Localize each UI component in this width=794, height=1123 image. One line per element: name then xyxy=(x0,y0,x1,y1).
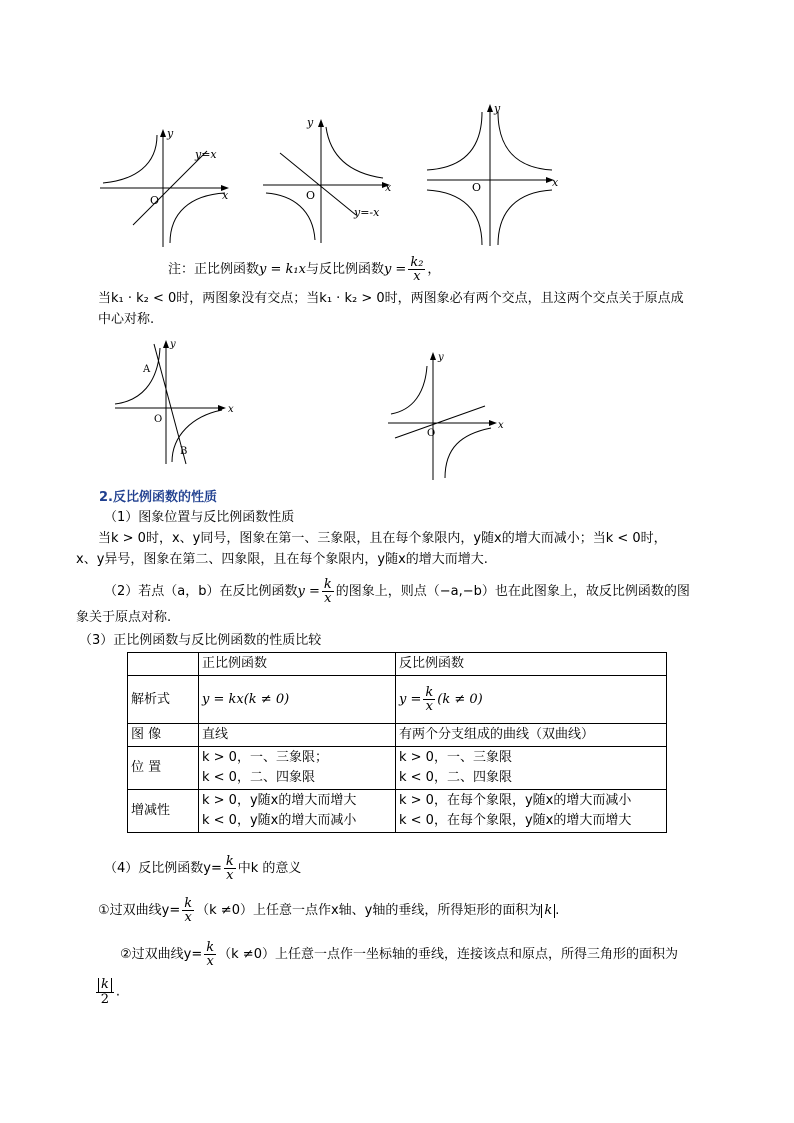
table-header-cell xyxy=(128,653,199,676)
note-prefix: 注：正比例函数 xyxy=(168,262,260,277)
y-axis-label: y xyxy=(438,352,444,363)
point-a-label: A xyxy=(143,364,151,375)
graph-positive-k-with-y-equals-x xyxy=(95,125,235,250)
s4-c2-result: $\frac{k}{2}$ . xyxy=(94,978,120,1006)
fraction: $\frac{k}{x}$ xyxy=(225,854,234,883)
x-axis-label: x xyxy=(228,404,234,415)
table-cell: k > 0，一、三象限； k < 0，二、四象限 xyxy=(199,747,396,790)
fraction: $\frac{k}{x}$ xyxy=(425,685,434,714)
table-cell: y = kx(k ≠ 0) xyxy=(199,676,396,724)
p1-line-2: x、y异号，图象在第二、四象限，且在每个象限内，y随x的增大而增大. xyxy=(76,552,488,567)
proportional-formula: y = k₁x xyxy=(259,262,306,277)
p1-title: （1）图象位置与反比例函数性质 xyxy=(104,510,295,525)
fraction: $\frac{k}{2}$ xyxy=(96,978,114,1006)
graph-negative-k-with-y-equals-minus-x xyxy=(258,115,398,250)
y-axis-label: y xyxy=(170,339,176,350)
intersection-condition xyxy=(98,288,684,309)
row-label: 增减性 xyxy=(128,790,199,833)
fraction: $\frac{k}{x}$ xyxy=(206,940,215,969)
table-cell: k > 0，y随x的增大而增大 k < 0，y随x的增大而减小 xyxy=(199,790,396,833)
line-label: y=x xyxy=(195,148,217,161)
table-cell: 有两个分支组成的曲线（双曲线） xyxy=(396,724,667,747)
point-b-label: B xyxy=(180,446,188,457)
condition-line-1: 当k₁ · k₂ < 0时，两图象没有交点；当k₁ · k₂ > 0时，两图象必有两个交点，且这两个交点关于原点成 xyxy=(98,291,684,306)
table-cell: 直线 xyxy=(199,724,396,747)
p2-line-2: 象关于原点对称. xyxy=(76,610,172,625)
note-mid: 与反比例函数 xyxy=(305,262,384,277)
graph-intersection-positive xyxy=(383,348,508,483)
origin-label: O xyxy=(472,181,482,194)
section-heading: 2.反比例函数的性质 xyxy=(99,490,217,505)
fraction: $\frac{k}{x}$ xyxy=(184,896,193,925)
table-row xyxy=(128,676,667,724)
table-row xyxy=(128,747,667,790)
table-row xyxy=(128,653,667,676)
row-label: 图 像 xyxy=(128,724,199,747)
intersection-condition-line-2: 中心对称. xyxy=(98,312,155,327)
row-label: 位 置 xyxy=(128,747,199,790)
s4-c2: ②过双曲线y= $\frac{k}{x}$ （k ≠0）上任意一点作一坐标轴的垂线，连接该点和原点，所得三角形的面积为 xyxy=(120,940,678,969)
origin-label: O xyxy=(154,414,163,425)
table-header-cell: 正比例函数 xyxy=(199,653,396,676)
row-label: 解析式 xyxy=(128,676,199,724)
table-row xyxy=(128,724,667,747)
x-axis-label: x xyxy=(552,176,559,189)
table-cell: k > 0，在每个象限，y随x的增大而减小 k < 0，在每个象限，y随x的增大而增大 xyxy=(396,790,667,833)
origin-label: O xyxy=(150,194,160,207)
y-axis-label: y xyxy=(494,102,501,115)
comparison-table xyxy=(127,652,667,833)
note-line: 注：正比例函数y = k₁x与反比例函数y = $\frac{\text{k₂}}{x}$ ， xyxy=(168,255,441,284)
abs-value: k xyxy=(541,904,555,918)
y-axis-label: y xyxy=(307,116,314,129)
x-axis-label: x xyxy=(222,189,229,202)
fraction: $\frac{\text{k₂}}{x}$ xyxy=(410,255,424,284)
graph-intersection-a-b xyxy=(110,336,240,466)
origin-label: O xyxy=(427,428,436,439)
s4-c1: ①过双曲线y= $\frac{k}{x}$ （k ≠0）上任意一点作x轴、y轴的垂线，所得矩形的面积为 k . xyxy=(98,896,560,925)
table-cell: y = $\frac{k}{x}$ (k ≠ 0) xyxy=(396,676,667,724)
line-label: y=-x xyxy=(354,206,380,219)
p1-line-1: 当k > 0时，x、y同号，图象在第一、三象限，且在每个象限内，y随x的增大而减小；当k < 0时， xyxy=(98,531,667,546)
x-axis-label: x xyxy=(498,420,504,431)
fraction: $\frac{k}{x}$ xyxy=(323,577,332,606)
p3-title: （3）正比例函数与反比例函数的性质比较 xyxy=(79,633,322,648)
inverse-lhs: y = xyxy=(383,262,407,277)
origin-label: O xyxy=(306,189,316,202)
table-cell: k > 0，一、三象限 k < 0，二、四象限 xyxy=(396,747,667,790)
s4-title: （4）反比例函数y= $\frac{k}{x}$ 中k 的意义 xyxy=(104,854,302,883)
table-row xyxy=(128,790,667,833)
graph-four-branch-hyperbola xyxy=(422,100,567,250)
table-header-cell: 反比例函数 xyxy=(396,653,667,676)
y-axis-label: y xyxy=(167,127,174,140)
p2-line-1: （2）若点（a，b）在反比例函数y = $\frac{k}{x}$ 的图象上，则点（−a,−b）也在此图象上，故反比例函数的图 xyxy=(104,577,690,606)
x-axis-label: x xyxy=(385,181,392,194)
